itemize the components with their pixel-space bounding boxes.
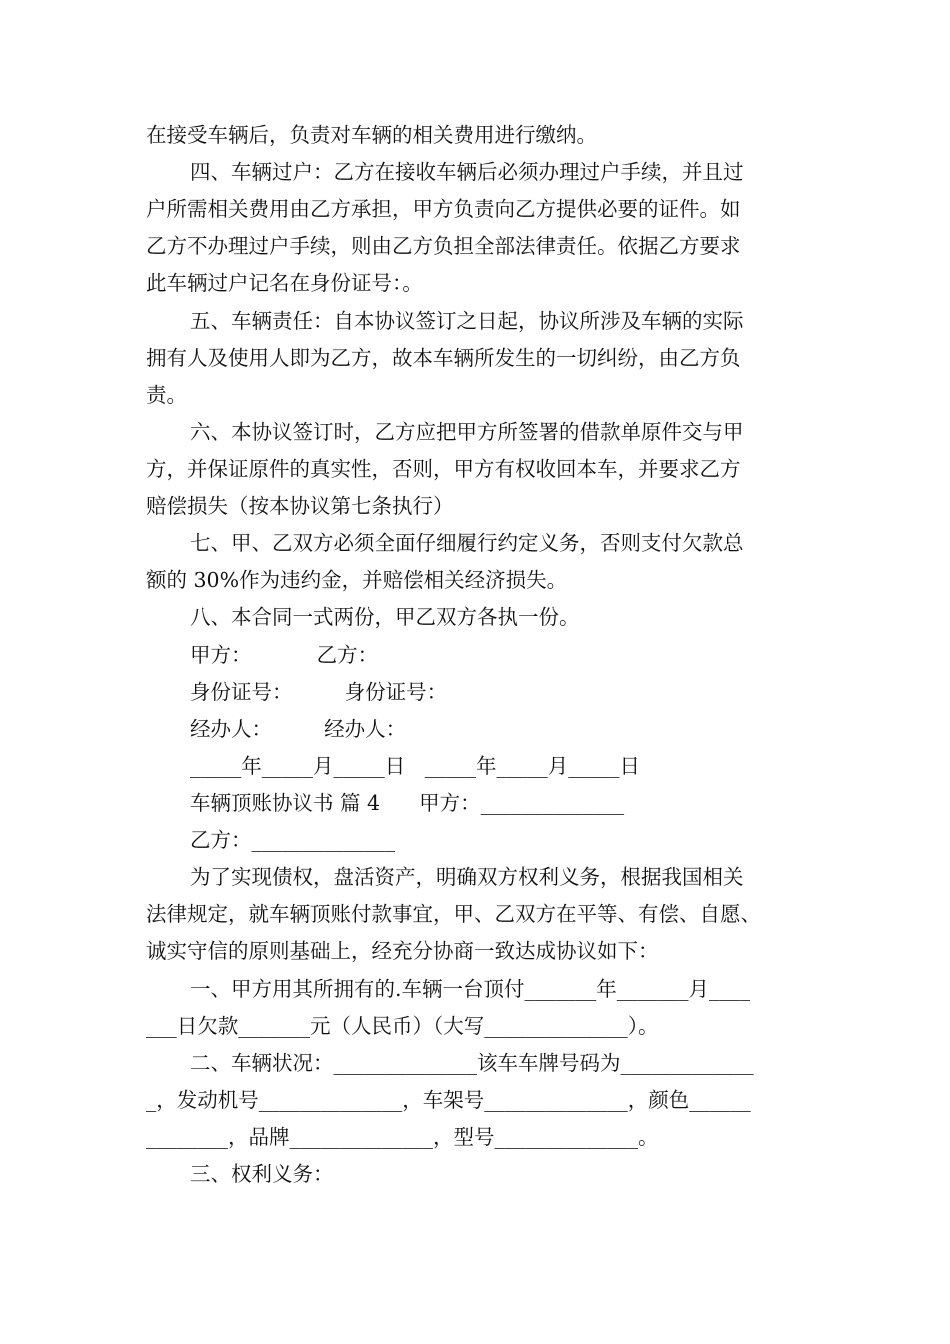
- text-line: 户所需相关费用由乙方承担，甲方负责向乙方提供必要的证件。如: [146, 197, 741, 221]
- paragraph-six-start: 六、本协议签订时，乙方应把甲方所签署的借款单原件交与甲: [190, 420, 744, 444]
- signature-handlers: 经办人： 经办人：: [190, 717, 407, 741]
- clause-two-start: 二、车辆状况：______________该车车牌号码为_____________: [190, 1051, 754, 1075]
- text-line: _，发动机号______________，车架号______________，颜色______: [146, 1088, 751, 1112]
- text-line: 在接受车辆后，负责对车辆的相关费用进行缴纳。: [146, 123, 597, 147]
- section-title-agreement-4: 车辆顶账协议书 篇 4 甲方：______________: [190, 791, 625, 815]
- text-line: 拥有人及使用人即为乙方，故本车辆所发生的一切纠纷，由乙方负: [146, 346, 741, 370]
- paragraph-eight: 八、本合同一式两份，甲乙双方各执一份。: [190, 605, 580, 629]
- signature-parties: 甲方： 乙方：: [190, 643, 379, 667]
- text-line: 赔偿损失（按本协议第七条执行）: [146, 494, 454, 518]
- paragraph-seven-start: 七、甲、乙双方必须全面仔细履行约定义务，否则支付欠款总: [190, 531, 744, 555]
- text-line: 诚实守信的原则基础上，经充分协商一致达成协议如下：: [146, 939, 659, 963]
- text-line: 责。: [146, 383, 187, 407]
- text-line: 额的 30%作为违约金，并赔偿相关经济损失。: [146, 568, 568, 592]
- party-b-line: 乙方：______________: [190, 828, 395, 852]
- paragraph-five-start: 五、车辆责任：自本协议签订之日起，协议所涉及车辆的实际: [190, 309, 744, 333]
- text-line: ________，品牌______________，型号______________。: [146, 1125, 659, 1149]
- preamble-start: 为了实现债权，盘活资产，明确双方权利义务，根据我国相关: [190, 865, 744, 889]
- text-line: ___日欠款_______元（人民币）（大写______________）。: [146, 1014, 659, 1038]
- signature-dates: _____年_____月_____日 _____年_____月_____日: [190, 754, 641, 778]
- text-line: 法律规定，就车辆顶账付款事宜，甲、乙双方在平等、有偿、自愿、: [146, 902, 761, 926]
- text-line: 乙方不办理过户手续，则由乙方负担全部法律责任。依据乙方要求: [146, 234, 741, 258]
- paragraph-four-start: 四、车辆过户：乙方在接收车辆后必须办理过户手续，并且过: [190, 160, 744, 184]
- clause-three-heading: 三、权利义务：: [190, 1162, 334, 1186]
- text-line: 方，并保证原件的真实性，否则，甲方有权收回本车，并要求乙方: [146, 457, 741, 481]
- text-line: 此车辆过户记名在身份证号：。: [146, 271, 423, 295]
- clause-one-start: 一、甲方用其所拥有的.车辆一台顶付_______年_______月____: [190, 977, 751, 1001]
- signature-id-numbers: 身份证号： 身份证号：: [190, 680, 448, 704]
